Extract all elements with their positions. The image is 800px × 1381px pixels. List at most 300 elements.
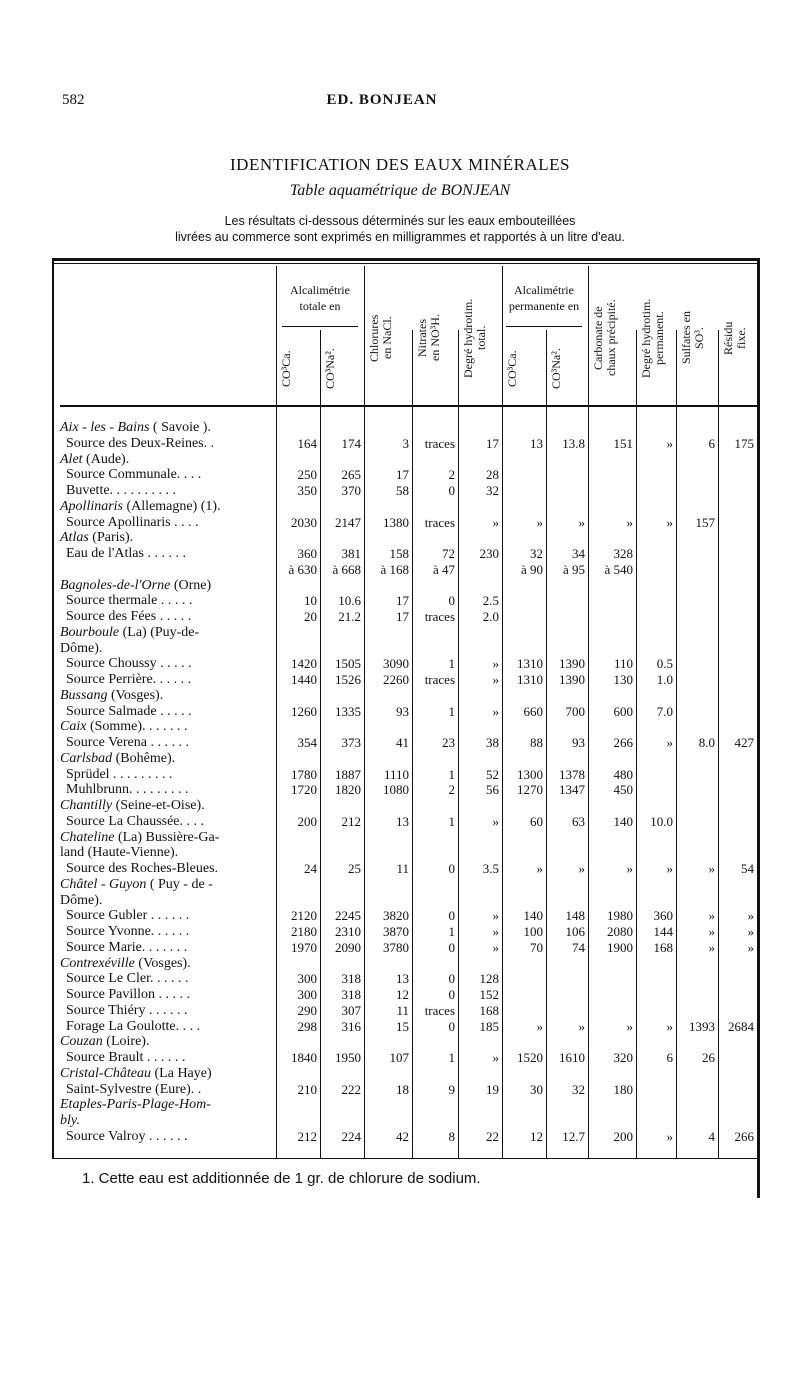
table-row [60, 861, 760, 877]
table-cell: 381 [341, 546, 361, 561]
table-top-rule-thin [52, 263, 760, 264]
table-cell: 74 [572, 939, 585, 955]
table-cell: 128 [479, 971, 499, 987]
table-cell: 8.0 [698, 735, 715, 750]
header-bottom-rule [60, 405, 757, 407]
table-cell: » [536, 1018, 543, 1034]
table-row [60, 940, 760, 956]
table-row [60, 704, 760, 720]
place-region: (Seine-et-Oise). [112, 798, 205, 813]
table-cell: » [747, 924, 754, 939]
place-name: Carlsbad [60, 750, 113, 766]
row-label: Source des Roches-Bleues. [66, 861, 219, 876]
table-cell: 0 [448, 1018, 455, 1034]
place-region: land (Haute-Vienne). [60, 845, 179, 861]
table-cell: 3870 [383, 924, 409, 939]
table-cell: 140 [613, 813, 633, 829]
table-row [60, 1082, 760, 1098]
table-cell: 1420 [291, 656, 317, 672]
table-cell: 63 [572, 813, 585, 829]
table-cell: 185 [479, 1018, 499, 1034]
row-label [60, 499, 274, 515]
table-cell: 0 [448, 483, 455, 498]
column-header: Nitrates en NO³H. [415, 314, 442, 362]
table-cell: 660 [523, 703, 543, 719]
table-cell: 2260 [383, 672, 409, 687]
table-cell: 1310 [517, 672, 543, 687]
table-cell: 360 [653, 908, 673, 924]
table-cell: 1505 [335, 656, 361, 672]
table-cell: 58 [396, 483, 409, 498]
table-cell: 307 [341, 1002, 361, 1018]
place-name: Cristal-Château [60, 1065, 152, 1081]
table-cell: 6 [708, 435, 715, 451]
table-cell: 1887 [335, 766, 361, 782]
place-name: bly. [60, 1113, 80, 1128]
table-cell: » [666, 514, 673, 530]
table-cell: 13.8 [562, 435, 585, 451]
place-region: (Somme). . . . . . . [86, 719, 188, 735]
table-cell: 180 [613, 1081, 633, 1097]
row-label: Source Le Cler. . . . . . [66, 971, 189, 987]
table-cell: 0.5 [656, 656, 673, 672]
table-cell: » [708, 861, 715, 876]
table-cell: » [492, 1050, 499, 1065]
table-cell: 1950 [335, 1050, 361, 1065]
table-cell: 88 [530, 735, 543, 750]
table-cell: 2 [448, 467, 455, 483]
table-cell: 7.0 [656, 703, 673, 719]
intro-line: Les résultats ci-dessous déterminés sur les eaux embouteillées [224, 214, 576, 228]
row-label: Source Pavillon . . . . . [66, 987, 191, 1002]
row-label: Source La Chaussée. . . . [66, 813, 205, 829]
place-region: (Bohême). [112, 750, 176, 766]
table-place-row [60, 719, 760, 735]
table-cell: 1270 [517, 782, 543, 798]
table-cell: 0 [448, 861, 455, 876]
row-label [60, 578, 274, 594]
table-cell: traces [424, 609, 455, 624]
row-label [60, 1113, 274, 1129]
table-cell: 32 [530, 546, 543, 561]
row-label: Saint-Sylvestre (Eure). . [66, 1081, 202, 1097]
table-cell: 265 [341, 467, 361, 483]
place-name: Etaples-Paris-Plage-Hom- [60, 1097, 211, 1113]
column-header: CO³Na². [549, 348, 563, 390]
table-cell: » [578, 1018, 585, 1034]
table-row [60, 515, 760, 531]
table-row [60, 1019, 760, 1035]
page-subtitle: Table aquamétrique de BONJEAN [289, 182, 511, 199]
table-cell: 1300 [517, 766, 543, 782]
place-region: (Vosges). [107, 687, 164, 703]
table-place-row [60, 1113, 760, 1129]
table-cell: 8 [448, 1128, 455, 1144]
table-place-row [60, 625, 760, 641]
table-cell: 450 [613, 782, 633, 798]
table-cell: 230 [479, 546, 499, 561]
table-cell: » [492, 813, 499, 829]
header-alcalimetrie-totale: Alcalimétrie totale en [290, 283, 350, 313]
table-cell: traces [424, 514, 455, 530]
table-cell: » [492, 939, 499, 955]
table-cell: 12 [396, 987, 409, 1002]
place-name: Atlas [60, 530, 89, 546]
table-cell: 1780 [291, 766, 317, 782]
place-region: ( Puy - de - [146, 876, 213, 892]
table-place-row [60, 499, 760, 515]
table-row [60, 767, 760, 783]
row-label [60, 641, 274, 657]
column-header: Résidu fixe. [721, 321, 748, 355]
table-cell: 1 [448, 766, 455, 782]
table-place-row [60, 641, 760, 657]
table-cell: 0 [448, 971, 455, 987]
table-cell: 13 [530, 435, 543, 451]
table-cell: 1378 [559, 766, 585, 782]
table-place-row [60, 830, 760, 846]
place-name: Châtel - Guyon [60, 876, 147, 892]
table-cell: 480 [613, 766, 633, 782]
table-cell: 1 [448, 813, 455, 829]
table-cell: à 90 [520, 561, 543, 577]
table-cell: » [626, 514, 633, 530]
table-cell: 318 [341, 971, 361, 987]
table-row [60, 987, 760, 1003]
table-cell: 25 [348, 861, 361, 876]
table-cell: 164 [297, 435, 317, 451]
table-cell: 1610 [559, 1050, 585, 1065]
page-title: IDENTIFICATION DES EAUX MINÉRALES [230, 155, 570, 174]
table-cell: 0 [448, 987, 455, 1002]
row-label: Buvette. . . . . . . . . . [66, 483, 177, 498]
row-label [60, 1097, 274, 1113]
table-cell: 3090 [383, 656, 409, 672]
column-header: Chlorures en NaCl. [367, 314, 394, 362]
row-label: Source Thiéry . . . . . . [66, 1002, 188, 1018]
table-cell: » [492, 656, 499, 672]
row-label: Source Marie. . . . . . . [66, 939, 188, 955]
table-place-row [60, 893, 760, 909]
table-cell: 13 [396, 971, 409, 987]
table-cell: 1390 [559, 672, 585, 687]
table-cell: 12.7 [562, 1128, 585, 1144]
place-region: (La) Bussière-Ga- [114, 829, 220, 845]
table-cell: à 630 [288, 561, 317, 577]
table-cell: 1110 [383, 766, 409, 782]
table-row [60, 483, 760, 499]
table-cell: 222 [341, 1081, 361, 1097]
table-cell: 1 [448, 703, 455, 719]
table-cell: 370 [341, 483, 361, 498]
table-cell: 2 [448, 782, 455, 798]
table-cell: 360 [297, 546, 317, 561]
column-header: Sulfates en SO³. [679, 311, 706, 365]
table-cell: 20 [304, 609, 317, 624]
table-row [60, 1129, 760, 1145]
column-header: CO³Ca. [505, 350, 519, 388]
row-label: Sprüdel . . . . . . . . . [66, 766, 173, 782]
place-name: Bourboule [60, 624, 120, 640]
table-cell: 32 [486, 483, 499, 498]
table-cell: 175 [734, 435, 754, 451]
table-cell: » [626, 1018, 633, 1034]
table-bottom-rule [52, 1158, 758, 1159]
table-row [60, 1050, 760, 1066]
table-place-row [60, 1066, 760, 1082]
row-label [60, 530, 274, 546]
table-cell: à 540 [604, 561, 633, 577]
page-number: 582 [62, 92, 85, 108]
table-cell: 13 [396, 813, 409, 829]
table-cell: 200 [297, 813, 317, 829]
table-cell: 1.0 [656, 672, 673, 687]
table-cell: 1310 [517, 656, 543, 672]
table-cell: 54 [741, 861, 754, 876]
column-header: CO³Na². [323, 348, 337, 390]
row-label [60, 830, 274, 846]
row-label: Source des Fées . . . . . [66, 609, 192, 624]
table-cell: 52 [486, 766, 499, 782]
column-header: Degré hydrotim. total. [461, 298, 488, 378]
table-cell: 2147 [335, 514, 361, 530]
table-row [60, 814, 760, 830]
table-cell: 17 [486, 435, 499, 451]
table-row [60, 436, 760, 452]
table-cell: » [747, 908, 754, 924]
table-cell: 2310 [335, 924, 361, 939]
row-label [60, 1034, 274, 1050]
table-cell: 17 [396, 593, 409, 609]
table-cell: 1520 [517, 1050, 543, 1065]
table-row [60, 908, 760, 924]
table-cell: 106 [565, 924, 585, 939]
table-cell: 1260 [291, 703, 317, 719]
intro-line: livrées au commerce sont exprimés en milligrammes et rapportés à un litre d'eau. [175, 230, 625, 244]
table-cell: 11 [396, 1002, 409, 1018]
row-label: Source Verena . . . . . . [66, 735, 189, 750]
table-cell: » [536, 861, 543, 876]
column-header: Degré hydrotim. permanent. [639, 298, 666, 378]
table-cell: 28 [486, 467, 499, 483]
table-cell: 0 [448, 939, 455, 955]
place-region: (La) (Puy-de- [119, 624, 200, 640]
table-cell: 70 [530, 939, 543, 955]
row-label: Source Perrière. . . . . . [66, 672, 192, 687]
table-cell: » [492, 703, 499, 719]
table-cell: 1 [448, 924, 455, 939]
table-cell: 56 [486, 782, 499, 798]
place-name: Bussang [60, 687, 108, 703]
row-label: Source Gubler . . . . . . [66, 908, 190, 924]
row-label: Source Communale. . . . [66, 467, 202, 483]
place-name: Alet [60, 451, 83, 467]
table-cell: 30 [530, 1081, 543, 1097]
table-left-rule [52, 258, 54, 1158]
table-cell: 212 [297, 1128, 317, 1144]
place-name: Chateline [60, 829, 115, 845]
table-place-row [60, 877, 760, 893]
table-cell: 157 [695, 514, 715, 530]
table-cell: 1347 [559, 782, 585, 798]
table-place-row [60, 1034, 760, 1050]
table-cell: 1335 [335, 703, 361, 719]
row-label [60, 420, 274, 436]
table-cell: 15 [396, 1018, 409, 1034]
table-cell: 212 [341, 813, 361, 829]
table-cell: 354 [297, 735, 317, 750]
row-label: Source Yvonne. . . . . . [66, 924, 190, 939]
table-cell: 11 [396, 861, 409, 876]
row-label: Source des Deux-Reines. . [66, 435, 215, 451]
table-cell: 350 [297, 483, 317, 498]
table-cell: 60 [530, 813, 543, 829]
place-region: (Aude). [82, 451, 130, 467]
table-place-row [60, 530, 760, 546]
table-cell: 2180 [291, 924, 317, 939]
place-region: (Orne) [170, 577, 212, 593]
table-cell: 24 [304, 861, 317, 876]
table-cell: 2.5 [482, 593, 499, 609]
table-cell: 600 [613, 703, 633, 719]
table-cell: 6 [666, 1050, 673, 1065]
table-row [60, 735, 760, 751]
table-cell: 0 [448, 593, 455, 609]
table-cell: 174 [341, 435, 361, 451]
table-cell: 298 [297, 1018, 317, 1034]
table-cell: » [747, 939, 754, 955]
table-place-row [60, 420, 760, 436]
row-label [60, 719, 274, 735]
table-row [60, 1003, 760, 1019]
table-place-row [60, 1097, 760, 1113]
table-cell: 10 [304, 593, 317, 609]
table-cell: 168 [479, 1002, 499, 1018]
table-place-row [60, 688, 760, 704]
column-header: CO³Ca. [279, 350, 293, 388]
row-label: Source Brault . . . . . . [66, 1050, 186, 1065]
place-region: Dôme). [60, 892, 103, 908]
table-cell: 250 [297, 467, 317, 483]
table-cell: » [492, 924, 499, 939]
table-cell: 168 [653, 939, 673, 955]
table-cell: 100 [523, 924, 543, 939]
table-cell: » [666, 435, 673, 451]
row-label [60, 751, 274, 767]
table-row [60, 924, 760, 940]
table-cell: » [536, 514, 543, 530]
table-cell: » [578, 514, 585, 530]
table-cell: 2.0 [482, 609, 499, 624]
table-cell: 1080 [383, 782, 409, 798]
table-cell: 1440 [291, 672, 317, 687]
table-cell: 2245 [335, 908, 361, 924]
table-cell: 10.6 [338, 593, 361, 609]
place-region: Dôme). [60, 640, 103, 656]
table-cell: » [708, 924, 715, 939]
table-cell: 21.2 [338, 609, 361, 624]
table-cell: 41 [396, 735, 409, 750]
table-cell: 10.0 [650, 813, 673, 829]
row-label [60, 625, 274, 641]
table-cell: 1390 [559, 656, 585, 672]
table-cell: 110 [613, 656, 633, 672]
table-cell: 140 [523, 908, 543, 924]
table-cell: 22 [486, 1128, 499, 1144]
row-label: Muhlbrunn. . . . . . . . . [66, 782, 189, 798]
place-region: (Loire). [102, 1034, 150, 1050]
table-cell: 700 [565, 703, 585, 719]
table-cell: 3780 [383, 939, 409, 955]
table-cell: 3820 [383, 908, 409, 924]
table-cell: 93 [396, 703, 409, 719]
table-place-row [60, 845, 760, 861]
table-cell: 2080 [607, 924, 633, 939]
row-label: Eau de l'Atlas . . . . . . [66, 546, 186, 561]
table-cell: 328 [613, 546, 633, 561]
row-label [60, 452, 274, 468]
place-region: (Vosges). [134, 955, 191, 971]
table-cell: 23 [442, 735, 455, 750]
running-head: ED. BONJEAN [326, 92, 438, 108]
table-top-rule [52, 258, 760, 261]
place-name: Contrexéville [60, 955, 135, 971]
table-cell: 2090 [335, 939, 361, 955]
table-place-row [60, 578, 760, 594]
table-cell: 144 [653, 924, 673, 939]
table-cell: 26 [702, 1050, 715, 1065]
footnote: 1. Cette eau est additionnée de 1 gr. de chlorure de sodium. [82, 1170, 481, 1187]
table-cell: 320 [613, 1050, 633, 1065]
table-cell: 266 [734, 1128, 754, 1144]
place-region: (La Haye) [151, 1065, 212, 1081]
table-cell: 72 [442, 546, 455, 561]
table-cell: » [492, 908, 499, 924]
table-cell: 12 [530, 1128, 543, 1144]
table-cell: » [708, 939, 715, 955]
row-label [60, 956, 274, 972]
table-cell: 3.5 [482, 861, 499, 876]
row-label: Source Valroy . . . . . . [66, 1128, 188, 1144]
table-row [60, 467, 760, 483]
header-brace [282, 326, 358, 337]
place-name: Apollinaris [60, 498, 124, 514]
table-place-row [60, 452, 760, 468]
table-cell: » [492, 514, 499, 530]
table-cell: 93 [572, 735, 585, 750]
table-cell: à 668 [332, 561, 361, 577]
table-cell: 19 [486, 1081, 499, 1097]
table-cell: » [578, 861, 585, 876]
table-cell: 1900 [607, 939, 633, 955]
table-cell: traces [424, 672, 455, 687]
table-row [60, 562, 760, 578]
table-cell: 427 [734, 735, 754, 750]
table-row [60, 609, 760, 625]
table-place-row [60, 798, 760, 814]
row-label: Forage La Goulotte. . . . [66, 1018, 201, 1034]
table-row [60, 546, 760, 562]
table-cell: à 47 [432, 561, 455, 577]
table-cell: » [666, 861, 673, 876]
table-cell: 130 [613, 672, 633, 687]
table-cell: » [666, 735, 673, 750]
table-cell: 210 [297, 1081, 317, 1097]
row-label [60, 845, 274, 861]
column-header: Carbonate de chaux précipité. [591, 299, 618, 377]
header-alcalimetrie-permanente: Alcalimétrie permanente en [508, 283, 580, 313]
table-row [60, 782, 760, 798]
